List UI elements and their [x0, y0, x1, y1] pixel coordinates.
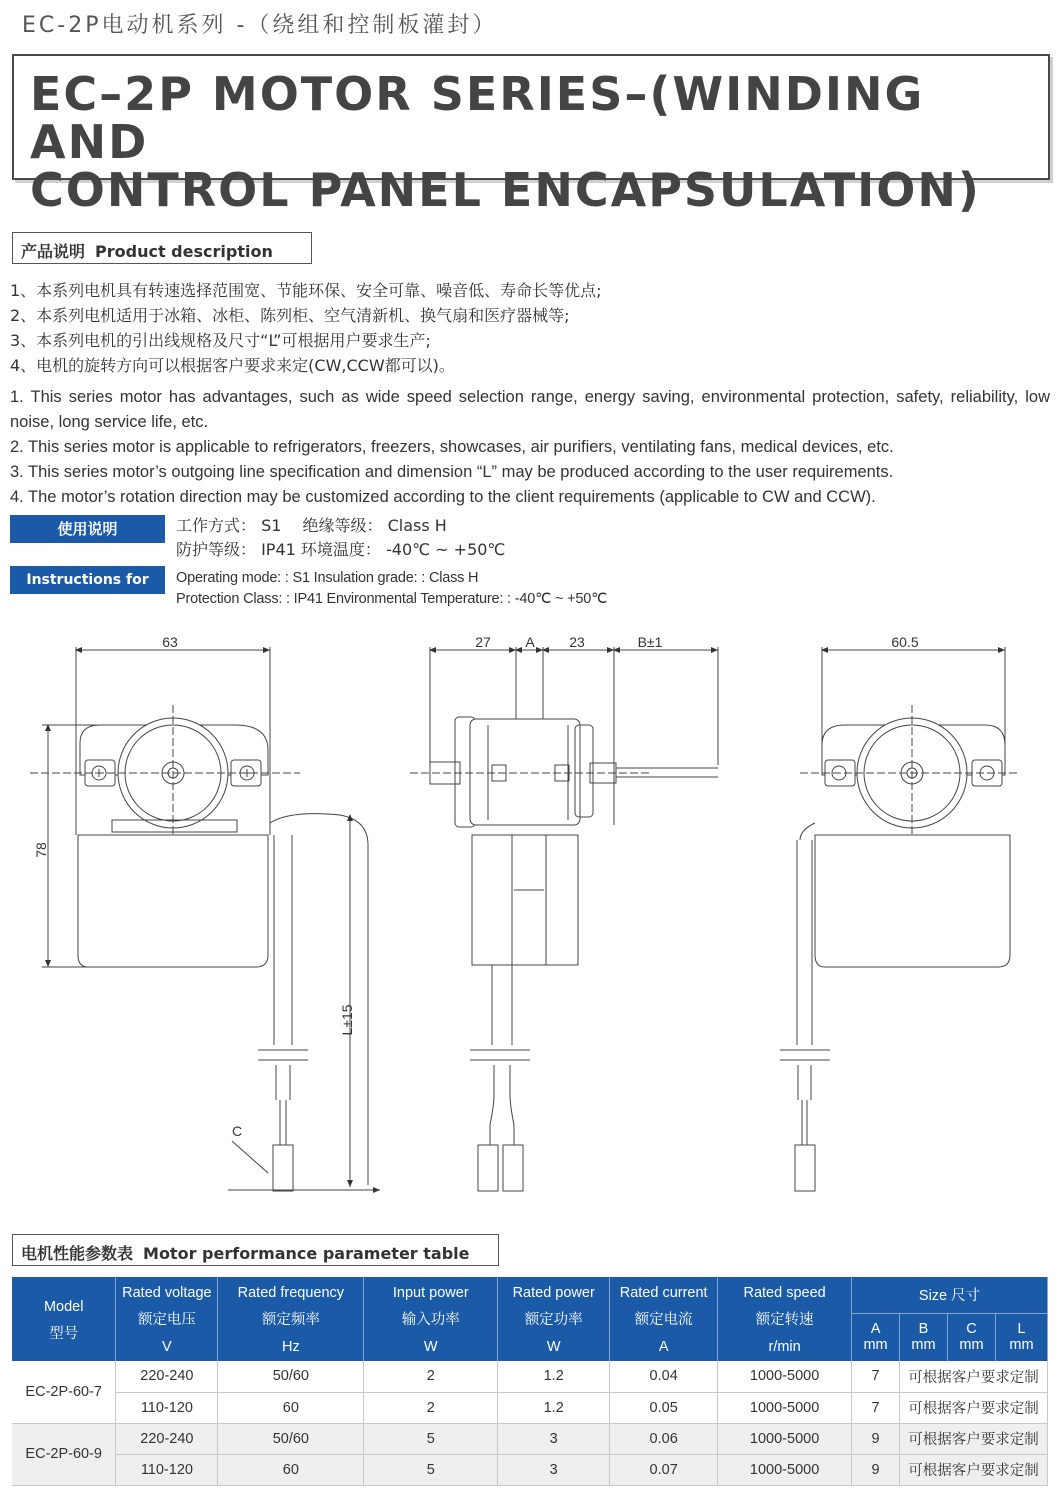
product-description-cn: 产品说明 [21, 242, 86, 261]
cell: 3 [498, 1454, 610, 1485]
col-size-c: C mm [948, 1313, 996, 1361]
cell: 9 [852, 1454, 900, 1485]
dim-b: B±1 [637, 634, 663, 650]
description-cn-list [10, 278, 602, 378]
dim-23: 23 [569, 634, 585, 650]
col-rated-frequency: Rated frequency 额定频率 Hz [218, 1277, 364, 1361]
table-row [12, 1454, 1048, 1485]
col-rated-power: Rated power 额定功率 W [498, 1277, 610, 1361]
cell: 2 [364, 1361, 498, 1392]
instructions-en [176, 568, 607, 610]
side-view-middle [410, 647, 718, 1191]
instructions-cn-line: 防护等级： IP41 环境温度： -40℃ ~ +50℃ [176, 540, 506, 559]
dim-height-left: 78 [33, 842, 49, 858]
dim-a: A [525, 634, 535, 650]
description-en-item: 4. The motor’s rotation direction may be customized according to the client requirements (applicable to CW and CCW). [10, 488, 876, 506]
dim-27: 27 [475, 634, 491, 650]
cell: 7 [852, 1392, 900, 1423]
cell: 1.2 [498, 1392, 610, 1423]
cell: 220-240 [116, 1361, 218, 1392]
dim-c: C [231, 1123, 243, 1139]
cell: 1000-5000 [718, 1392, 852, 1423]
description-en-list [10, 385, 1050, 510]
col-rated-speed: Rated speed 额定转速 r/min [718, 1277, 852, 1361]
product-description-en: Product description [95, 242, 273, 261]
front-view-left [30, 647, 380, 1191]
col-input-power: Input power 输入功率 W [364, 1277, 498, 1361]
col-size: Size 尺寸 [852, 1277, 1048, 1313]
cell: 0.07 [610, 1454, 718, 1485]
instructions-en-line: Protection Class: : IP41 Environmental Temperature: : -40℃ ~ +50℃ [176, 591, 608, 607]
col-rated-current: Rated current 额定电流 A [610, 1277, 718, 1361]
custom-note-cell: 可根据客户要求定制 [900, 1392, 1048, 1423]
cell: 2 [364, 1392, 498, 1423]
col-model: Model 型号 [12, 1277, 116, 1361]
instructions-en-line: Operating mode: : S1 Insulation grade: : Class H [176, 570, 479, 586]
cell: 60 [218, 1392, 364, 1423]
instructions-tag-en: Instructions for Use [10, 566, 165, 594]
instructions-cn [176, 514, 505, 562]
cell: 220-240 [116, 1423, 218, 1454]
cell: 1.2 [498, 1361, 610, 1392]
cell: 0.04 [610, 1361, 718, 1392]
motor-technical-drawing [0, 625, 1060, 1205]
cell: 1000-5000 [718, 1423, 852, 1454]
col-size-a: A mm [852, 1313, 900, 1361]
instructions-tag-cn: 使用说明 [10, 515, 165, 543]
title-line-2: CONTROL PANEL ENCAPSULATION) [30, 163, 981, 217]
front-view-right [780, 647, 1020, 1191]
cell: 60 [218, 1454, 364, 1485]
model-cell: EC-2P-60-7 [12, 1361, 116, 1423]
title-box [12, 54, 1050, 217]
table-row [12, 1361, 1048, 1392]
dim-width-right: 60.5 [891, 634, 919, 650]
page-subtitle: EC-2P电动机系列 -（绕组和控制板灌封） [22, 13, 498, 38]
instructions-cn-line: 工作方式： S1 绝缘等级： Class H [176, 516, 447, 535]
description-en-item: 1. This series motor has advantages, such as wide speed selection range, energy saving, environmental protection, safety, reliability, low noise, long service life, etc. [10, 388, 1050, 431]
table-header-cn: 电机性能参数表 [21, 1244, 134, 1263]
cell: 3 [498, 1423, 610, 1454]
cell: 50/60 [218, 1361, 364, 1392]
title-line-1: EC–2P MOTOR SERIES–(WINDING AND [30, 67, 925, 169]
description-cn-item: 4、电机的旋转方向可以根据客户要求来定(CW,CCW都可以)。 [10, 356, 455, 375]
col-size-l: L mm [995, 1313, 1047, 1361]
table-row [12, 1392, 1048, 1423]
cell: 5 [364, 1423, 498, 1454]
cell: 5 [364, 1454, 498, 1485]
cell: 1000-5000 [718, 1361, 852, 1392]
description-cn-item: 2、本系列电机适用于冰箱、冰柜、陈列柜、空气清新机、换气扇和医疗器械等; [10, 306, 570, 325]
table-header [12, 1234, 499, 1266]
cell: 110-120 [116, 1392, 218, 1423]
custom-note-cell: 可根据客户要求定制 [900, 1361, 1048, 1392]
description-cn-item: 1、本系列电机具有转速选择范围宽、节能环保、安全可靠、噪音低、寿命长等优点; [10, 281, 602, 300]
dim-width-left: 63 [162, 634, 178, 650]
cell: 110-120 [116, 1454, 218, 1485]
description-en-item: 3. This series motor’s outgoing line specification and dimension “L” may be produced according to the user requirements. [10, 463, 894, 481]
table-row [12, 1423, 1048, 1454]
custom-note-cell: 可根据客户要求定制 [900, 1423, 1048, 1454]
cell: 0.06 [610, 1423, 718, 1454]
description-cn-item: 3、本系列电机的引出线规格及尺寸“L”可根据用户要求生产; [10, 331, 431, 350]
model-cell: EC-2P-60-9 [12, 1423, 116, 1485]
cell: 50/60 [218, 1423, 364, 1454]
cell: 9 [852, 1423, 900, 1454]
dim-l: L±15 [339, 1004, 355, 1036]
motor-performance-table [12, 1277, 1048, 1486]
col-size-b: B mm [900, 1313, 948, 1361]
description-en-item: 2. This series motor is applicable to refrigerators, freezers, showcases, air purifiers, ventilating fans, medical devices, etc. [10, 438, 894, 456]
page-title [30, 67, 1048, 217]
custom-note-cell: 可根据客户要求定制 [900, 1454, 1048, 1485]
cell: 7 [852, 1361, 900, 1392]
col-rated-voltage: Rated voltage 额定电压 V [116, 1277, 218, 1361]
product-description-header [12, 232, 312, 264]
table-header-en: Motor performance parameter table [143, 1244, 470, 1263]
cell: 1000-5000 [718, 1454, 852, 1485]
cell: 0.05 [610, 1392, 718, 1423]
